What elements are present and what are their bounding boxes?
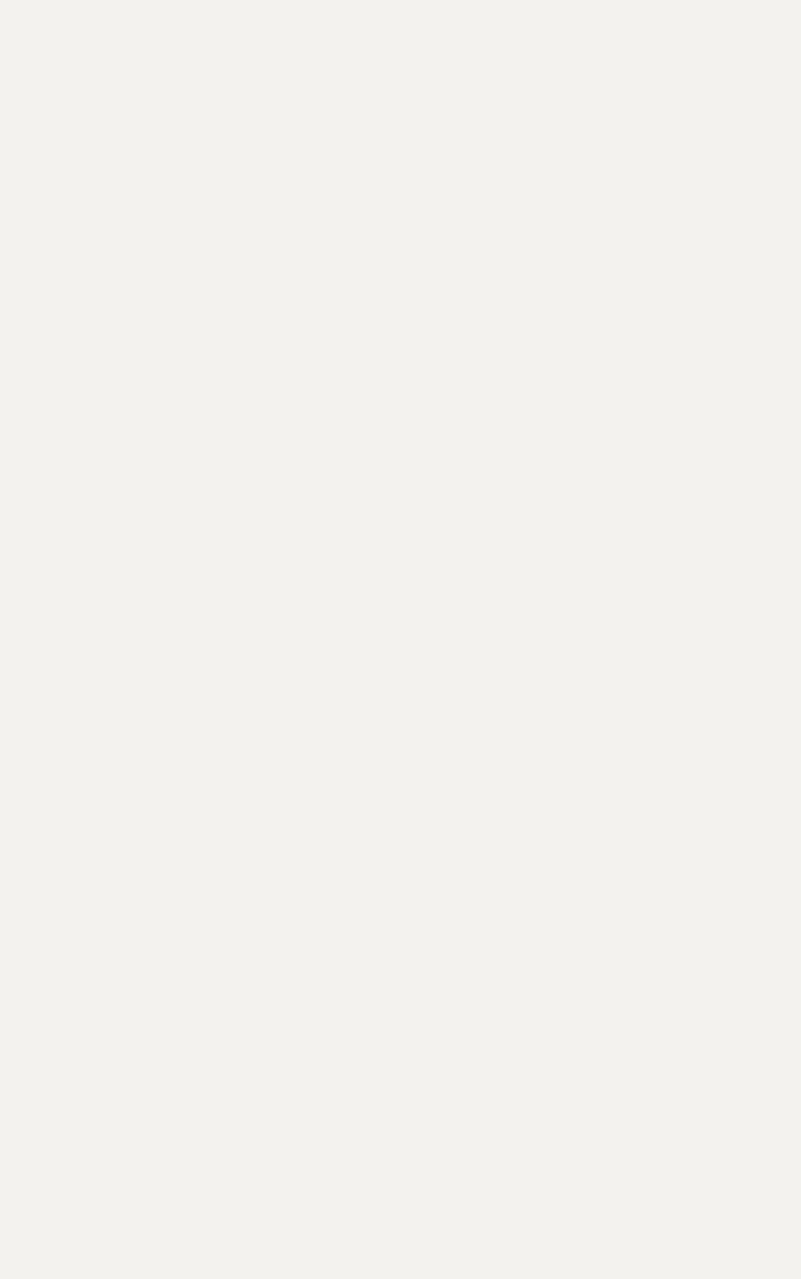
page-header (0, 33, 801, 67)
